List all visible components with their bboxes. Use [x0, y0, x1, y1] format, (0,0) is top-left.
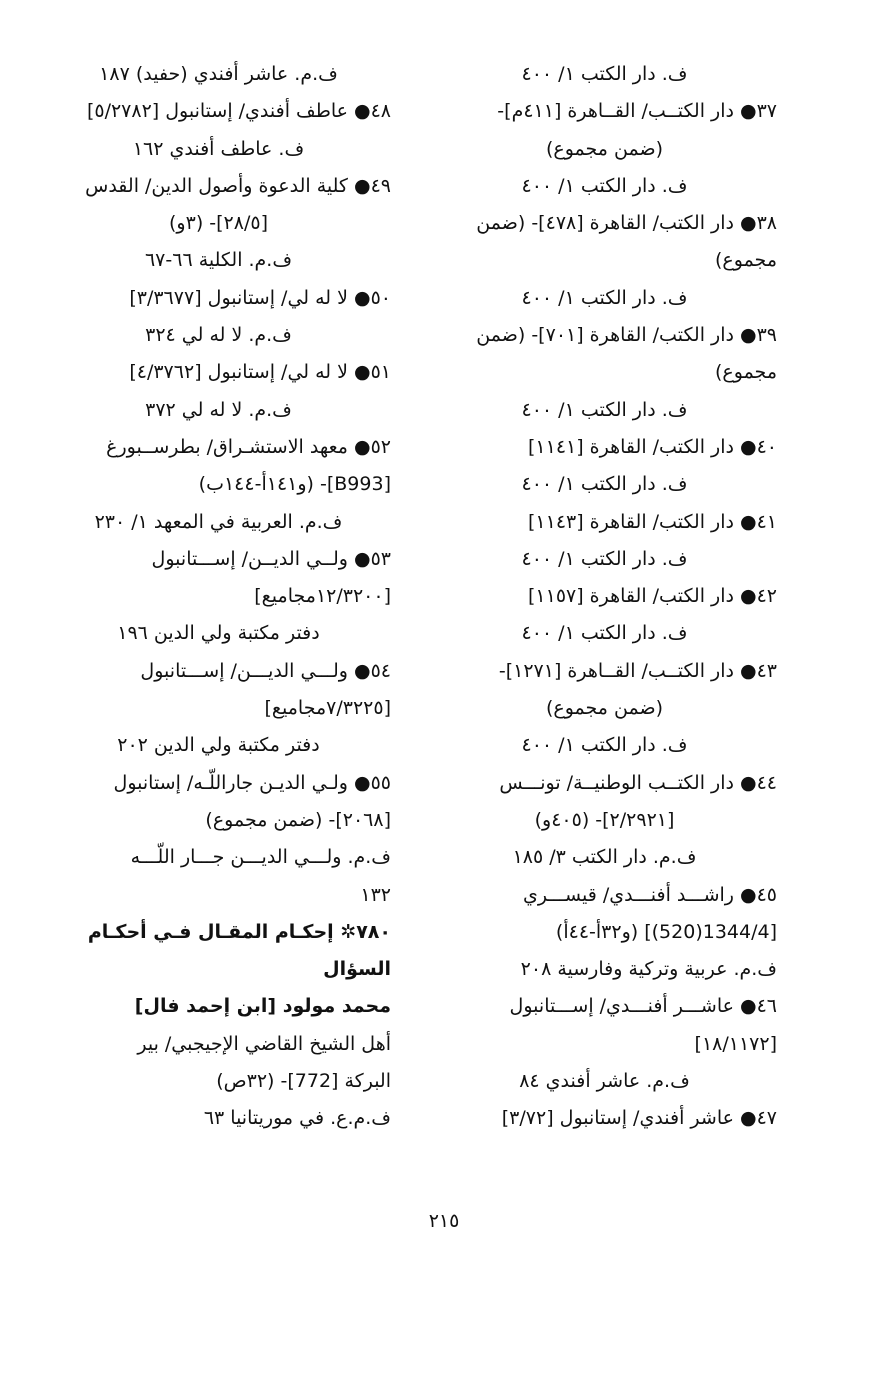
text-line: ٤٧● عاشر أفندي/ إستانبول [٣/٧٢] [501, 1107, 777, 1130]
text-line: ف. دار الكتب ١/ ٤٠٠ [521, 734, 688, 757]
text-line: ف.م. ولـــي الديـــن جـــار اللّـــه [130, 846, 391, 869]
text-line: [٢٠٦٨]- (ضمن مجموع) [205, 808, 391, 831]
text-line: ٤٠● دار الكتب/ القاهرة [١١٤١] [527, 435, 777, 458]
left-column [46, 56, 391, 1138]
text-line: [1344/4(520)] (و٣٢أ-٤٤أ) [555, 920, 777, 943]
text-line: أهل الشيخ القاضي الإجيجبي/ بير [137, 1032, 391, 1055]
text-line: ٤٦● عاشـــر أفنـــدي/ إســـتانبول [509, 995, 777, 1018]
right-column [432, 56, 777, 1138]
text-line: ف. دار الكتب ١/ ٤٠٠ [521, 286, 688, 309]
text-line: ف. دار الكتب ١/ ٤٠٠ [521, 547, 688, 570]
text-line: مجموع) [715, 361, 777, 384]
text-line: ف.م. عاشر أفندي ٨٤ [519, 1070, 690, 1093]
text-line: ٤٥● راشـــد أفنـــدي/ قيســـري [522, 883, 777, 906]
text-line: ٤٩● كلية الدعوة وأصول الدين/ القدس [85, 174, 391, 197]
text-line: ٤٢● دار الكتب/ القاهرة [١١٥٧] [527, 585, 777, 608]
text-line: ف.م. لا له لي ٣٧٢ [145, 398, 292, 421]
text-line: ف.م.ع. في موريتانيا ٦٣ [203, 1107, 391, 1130]
text-line: ف. دار الكتب ١/ ٤٠٠ [521, 63, 688, 85]
text-line: ف.م. دار الكتب ٣/ ١٨٥ [512, 846, 697, 869]
text-line: مجموع) [715, 249, 777, 272]
text-line: ٣٧● دار الكتــب/ القــاهرة [٤١١م]- [497, 100, 777, 123]
text-line: ف.م. عاشر أفندي (حفيد) ١٨٧ [99, 63, 338, 85]
text-line: ف. دار الكتب ١/ ٤٠٠ [521, 174, 688, 197]
text-line: [١٢/٣٢٠٠مجاميع] [254, 585, 391, 608]
entry-title: السؤال [323, 958, 391, 981]
text-line: ف.م. عربية وتركية وفارسية ٢٠٨ [520, 958, 777, 981]
text-line: ٤٨● عاطف أفندي/ إستانبول [٥/٢٧٨٢] [86, 100, 391, 123]
text-line: ٥٣● ولــي الديــن/ إســـتانبول [151, 547, 391, 570]
text-line: ٤١● دار الكتب/ القاهرة [١١٤٣] [527, 510, 777, 533]
text-line: ٤٤● دار الكتــب الوطنيــة/ تونـــس [499, 771, 777, 794]
text-line: ٥٤● ولـــي الديـــن/ إســـتانبول [140, 659, 391, 682]
text-line: البركة [772]- (٣٢ص) [216, 1070, 391, 1093]
text-line: ف. دار الكتب ١/ ٤٠٠ [521, 622, 688, 645]
text-line: ف. عاطف أفندي ١٦٢ [132, 137, 305, 160]
text-line: ف. دار الكتب ١/ ٤٠٠ [521, 398, 688, 421]
text-line: [٢٨/٥]- (٣و) [169, 212, 268, 235]
text-line: [١٨/١١٧٢] [694, 1032, 777, 1055]
text-line: ٣٩● دار الكتب/ القاهرة [٧٠١]- (ضمن [476, 324, 777, 347]
page-number: ٢١٥ [428, 1210, 460, 1232]
entry-author: محمد مولود [ابن إحمد فال] [134, 995, 391, 1018]
text-line: ٣٨● دار الكتب/ القاهرة [٤٧٨]- (ضمن [476, 212, 777, 235]
text-line: دفتر مكتبة ولي الدين ٢٠٢ [117, 734, 320, 757]
text-line: ٥٢● معهد الاستشـراق/ بطرســبورغ [106, 435, 391, 458]
text-line: [٢/٢٩٢١]- (٤٠٥و) [534, 808, 675, 831]
text-line: [٧/٣٢٢٥مجاميع] [264, 697, 391, 720]
text-line: ٥٠● لا له لي/ إستانبول [٣/٣٦٧٧] [129, 286, 391, 309]
text-line: ف.م. لا له لي ٣٢٤ [145, 324, 292, 347]
text-line: دفتر مكتبة ولي الدين ١٩٦ [117, 622, 320, 645]
entry-title: ٧٨٠✲ إحكـام المقـال فـي أحكـام [87, 920, 391, 943]
text-line: (ضمن مجموع) [545, 137, 664, 160]
text-line: ف.م. الكلية ٦٦-٦٧ [144, 249, 293, 272]
text-line: ف. دار الكتب ١/ ٤٠٠ [521, 473, 688, 496]
text-line: (ضمن مجموع) [545, 697, 664, 720]
text-line: [B993]- (و١٤١أ-١٤٤ب) [198, 473, 391, 496]
text-line: ٥١● لا له لي/ إستانبول [٤/٣٧٦٢] [129, 361, 391, 384]
text-line: ٤٣● دار الكتــب/ القــاهرة [١٢٧١]- [498, 659, 777, 682]
text-line: ٥٥● ولـي الديـن جاراللّـه/ إستانبول [113, 771, 391, 794]
text-line: ١٣٢ [360, 883, 391, 906]
text-line: ف.م. العربية في المعهد ١/ ٢٣٠ [94, 510, 343, 533]
